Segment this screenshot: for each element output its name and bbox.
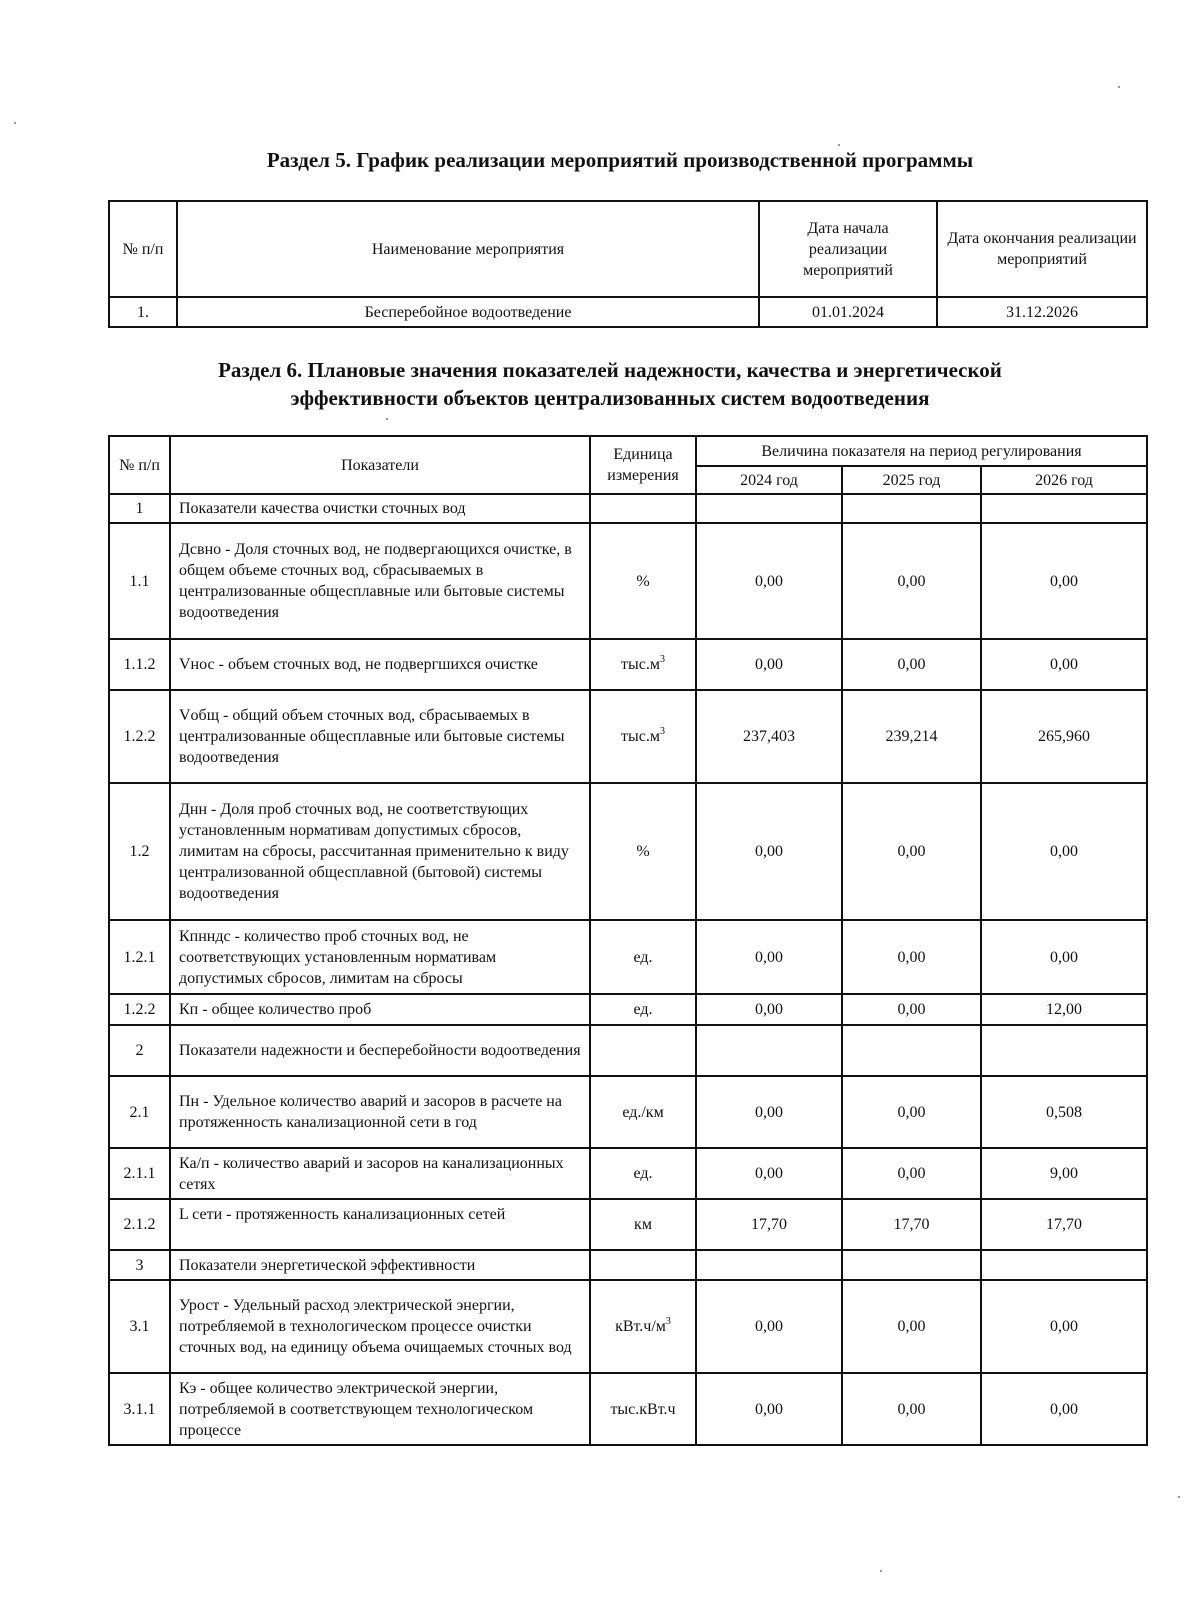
row-unit: $тыс.м^3$: [590, 690, 696, 783]
header-period: Величина показателя на период регулирования: [696, 436, 1147, 466]
row-indicator: Показатели качества очистки сточных вод: [170, 494, 590, 523]
table-row: [109, 639, 1147, 690]
row-num: 3.1: [109, 1280, 170, 1373]
row-unit: [590, 494, 696, 523]
row-value-2025: [842, 494, 981, 523]
row-value-2025: 0,00: [842, 994, 981, 1025]
row-num: 2.1.2: [109, 1199, 170, 1250]
table-row: [109, 1373, 1147, 1445]
row-value-2026: [981, 494, 1147, 523]
row-unit: $кВт.ч/м^3$: [590, 1280, 696, 1373]
row-unit: ед.: [590, 994, 696, 1025]
row-value-2026: 0,00: [981, 639, 1147, 690]
row-value-2026: [981, 1250, 1147, 1280]
row-value-2025: [842, 1025, 981, 1076]
row-value-2024: 0,00: [696, 1280, 842, 1373]
row-indicator: Показатели надежности и бесперебойности водоотведения: [170, 1025, 590, 1076]
row-unit: ед.: [590, 1148, 696, 1199]
table-header-row: [109, 201, 1147, 297]
row-num: 1.: [109, 297, 177, 327]
row-value-2025: [842, 1250, 981, 1280]
row-num: 1.2: [109, 783, 170, 920]
row-value-2025: 0,00: [842, 783, 981, 920]
section-6-indicators-table: [108, 435, 1148, 1446]
row-value-2025: 0,00: [842, 1076, 981, 1148]
header-year-2025: 2025 год: [842, 466, 981, 494]
row-value-2024: [696, 1025, 842, 1076]
row-unit: км: [590, 1199, 696, 1250]
row-unit: [590, 1025, 696, 1076]
table-row: [109, 523, 1147, 639]
row-value-2026: 12,00: [981, 994, 1147, 1025]
scan-speck: [838, 144, 840, 146]
row-value-2026: 17,70: [981, 1199, 1147, 1250]
section-6-title: [10, 356, 1200, 412]
scan-speck: [880, 1570, 882, 1572]
row-value-2024: 0,00: [696, 639, 842, 690]
section-5-title: Раздел 5. График реализации мероприятий производственной программы: [266, 148, 974, 172]
row-value-2025: 239,214: [842, 690, 981, 783]
row-start-date: 01.01.2024: [759, 297, 937, 327]
row-value-2024: 0,00: [696, 783, 842, 920]
header-unit: Единица измерения: [590, 436, 696, 494]
row-value-2026: 0,00: [981, 523, 1147, 639]
row-num: 1.2.2: [109, 690, 170, 783]
header-num: № п/п: [109, 201, 177, 297]
row-value-2025: 0,00: [842, 1373, 981, 1445]
row-value-2024: 0,00: [696, 920, 842, 994]
section-6-title-line-2: эффективности объектов централизованных систем водоотведения: [290, 386, 930, 410]
row-value-2024: 0,00: [696, 523, 842, 639]
header-indicator: Показатели: [170, 436, 590, 494]
row-num: 3.1.1: [109, 1373, 170, 1445]
section-6-title-line-1: Раздел 6. Плановые значения показателей надежности, качества и энергетической: [218, 358, 1002, 382]
row-unit: ед.: [590, 920, 696, 994]
row-unit: %: [590, 523, 696, 639]
row-unit: тыс.кВт.ч: [590, 1373, 696, 1445]
table-row: [109, 994, 1147, 1025]
row-num: 1: [109, 494, 170, 523]
scan-speck: [14, 122, 16, 124]
row-num: 1.2.2: [109, 994, 170, 1025]
header-num: № п/п: [109, 436, 170, 494]
row-unit: $тыс.м^3$: [590, 639, 696, 690]
row-value-2024: 17,70: [696, 1199, 842, 1250]
table-header-row: [109, 436, 1147, 466]
row-value-2025: 0,00: [842, 920, 981, 994]
row-value-2024: 0,00: [696, 994, 842, 1025]
row-value-2024: 0,00: [696, 1148, 842, 1199]
table-row: [109, 494, 1147, 523]
row-value-2024: 0,00: [696, 1373, 842, 1445]
row-num: 2.1: [109, 1076, 170, 1148]
row-value-2026: 9,00: [981, 1148, 1147, 1199]
row-value-2025: 0,00: [842, 523, 981, 639]
row-value-2026: 0,508: [981, 1076, 1147, 1148]
row-value-2024: 237,403: [696, 690, 842, 783]
section-5-schedule-table: [108, 200, 1148, 328]
row-indicator: Урост - Удельный расход электрической энергии, потребляемой в технологическом процессе очистки сточных вод, на единицу объема очищаемых сточных вод: [170, 1280, 590, 1373]
row-end-date: 31.12.2026: [937, 297, 1147, 327]
row-activity-name: Бесперебойное водоотведение: [177, 297, 759, 327]
table-row: [109, 1280, 1147, 1373]
row-unit: [590, 1250, 696, 1280]
row-indicator: Кп - общее количество проб: [170, 994, 590, 1025]
header-end-date: Дата окончания реализации мероприятий: [937, 201, 1147, 297]
header-year-2026: 2026 год: [981, 466, 1147, 494]
table-row: [109, 1025, 1147, 1076]
row-value-2025: 0,00: [842, 1148, 981, 1199]
row-value-2024: 0,00: [696, 1076, 842, 1148]
row-value-2025: 0,00: [842, 1280, 981, 1373]
row-value-2026: 0,00: [981, 783, 1147, 920]
row-value-2026: 265,960: [981, 690, 1147, 783]
header-activity-name: Наименование мероприятия: [177, 201, 759, 297]
row-value-2026: [981, 1025, 1147, 1076]
row-value-2026: 0,00: [981, 920, 1147, 994]
table-row: [109, 783, 1147, 920]
row-indicator: Показатели энергетической эффективности: [170, 1250, 590, 1280]
row-indicator: Vнос - объем сточных вод, не подвергшихся очистке: [170, 639, 590, 690]
row-indicator: Пн - Удельное количество аварий и засоров в расчете на протяженность канализационной сети в год: [170, 1076, 590, 1148]
row-value-2025: 0,00: [842, 639, 981, 690]
row-num: 1.1.2: [109, 639, 170, 690]
row-indicator: Дсвно - Доля сточных вод, не подвергающихся очистке, в общем объеме сточных вод, сбрасываемых в централизованные общесплавные или бытовые системы водоотведения: [170, 523, 590, 639]
row-indicator: Днн - Доля проб сточных вод, не соответствующих установленным нормативам допустимых сбросов, лимитам на сбросы, рассчитанная применительно к виду централизованной общесплавной (бытовой) системы водоотведения: [170, 783, 590, 920]
row-indicator: Кпнндс - количество проб сточных вод, не соответствующих установленным нормативам допустимых сбросов, лимитам на сбросы: [170, 920, 590, 994]
row-num: 2.1.1: [109, 1148, 170, 1199]
table-row: [109, 690, 1147, 783]
row-num: 1.1: [109, 523, 170, 639]
scan-speck: [1118, 86, 1120, 88]
row-value-2026: 0,00: [981, 1280, 1147, 1373]
row-indicator: Ка/п - количество аварий и засоров на канализационных сетях: [170, 1148, 590, 1199]
table-row: [109, 1076, 1147, 1148]
row-indicator: Vобщ - общий объем сточных вод, сбрасываемых в централизованные общесплавные или бытовые системы водоотведения: [170, 690, 590, 783]
row-value-2024: [696, 494, 842, 523]
row-indicator: Кэ - общее количество электрической энергии, потребляемой в соответствующем технологическом процессе: [170, 1373, 590, 1445]
row-num: 2: [109, 1025, 170, 1076]
header-year-2024: 2024 год: [696, 466, 842, 494]
row-unit: %: [590, 783, 696, 920]
row-value-2024: [696, 1250, 842, 1280]
row-value-2026: 0,00: [981, 1373, 1147, 1445]
header-start-date: Дата начала реализации мероприятий: [759, 201, 937, 297]
table-row: [109, 1199, 1147, 1250]
scan-speck: [1178, 1496, 1180, 1498]
table-row: [109, 297, 1147, 327]
table-row: [109, 920, 1147, 994]
scan-speck: [386, 418, 388, 420]
row-value-2025: 17,70: [842, 1199, 981, 1250]
table-row: [109, 1250, 1147, 1280]
row-num: 1.2.1: [109, 920, 170, 994]
row-num: 3: [109, 1250, 170, 1280]
row-indicator: L сети - протяженность канализационных сетей: [170, 1199, 590, 1250]
row-unit: ед./км: [590, 1076, 696, 1148]
table-row: [109, 1148, 1147, 1199]
